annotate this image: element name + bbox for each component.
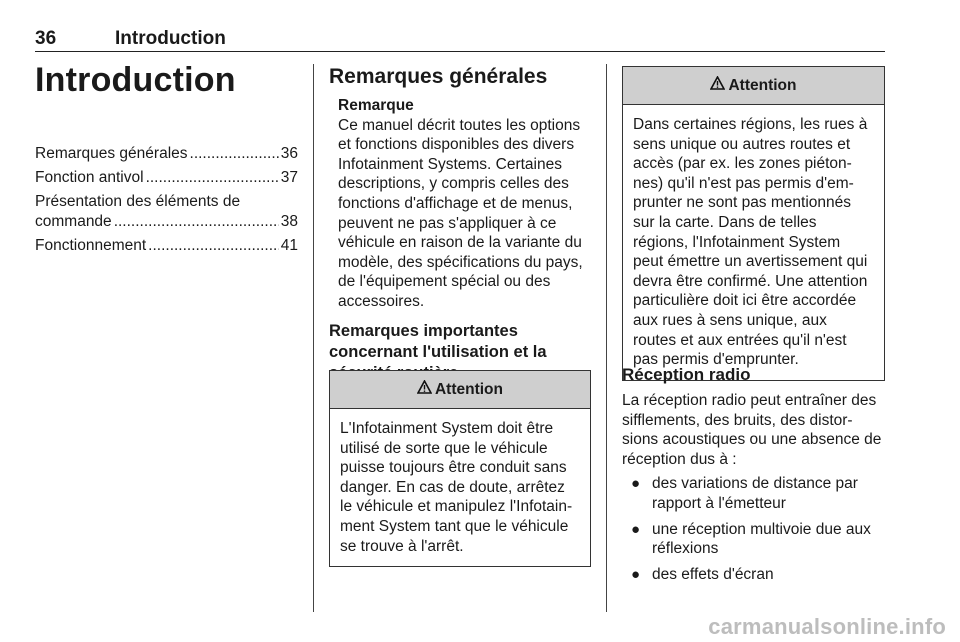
toc-entry[interactable]: [35, 192, 298, 232]
toc-label: commande: [35, 213, 112, 230]
paragraph-line: sifflements, des bruits, des distor-: [622, 411, 853, 429]
warning-triangle-icon: [710, 76, 725, 95]
toc-label: Remarques générales: [35, 145, 188, 162]
bullet-icon: ●: [631, 520, 641, 538]
warning-line: particulière doit ici être accordée: [633, 292, 857, 310]
note-line: véhicule en raison de la variante du: [338, 234, 582, 252]
toc-label: Fonctionnement: [35, 237, 147, 254]
bullet-icon: ●: [631, 565, 641, 583]
toc-entry[interactable]: [35, 144, 298, 164]
warning-box: [329, 370, 591, 567]
general-remarks-section: [329, 64, 591, 384]
warning-line: peut émettre un avertissement qui: [633, 253, 868, 271]
list-item-line: des effets d'écran: [652, 565, 774, 583]
list-item-line: des variations de distance par: [652, 475, 858, 493]
note-title: Remarque: [338, 97, 414, 114]
toc-entry[interactable]: [35, 236, 298, 256]
bullet-list: [622, 474, 888, 584]
toc-leader: [148, 236, 279, 256]
warning-line: L'Infotainment System doit être: [340, 420, 554, 437]
paragraph-line: réception dus à :: [622, 450, 737, 468]
toc-leader: [190, 144, 279, 164]
note-line: peuvent ne pas s'appliquer à ce: [338, 214, 557, 232]
warning-line: danger. En cas de doute, arrêtez: [340, 478, 565, 496]
toc-page: 36: [280, 145, 298, 162]
warning-title: Attention: [434, 380, 503, 398]
warning-line: accès (par ex. les zones piéton-: [633, 155, 852, 173]
subsection-heading-line: Remarques importantes: [329, 321, 518, 340]
section-heading: Réception radio: [622, 365, 751, 384]
paragraph-line: La réception radio peut entraîner des: [622, 392, 877, 409]
warning-line: sens unique ou autres routes et: [633, 135, 851, 153]
section-heading: Remarques générales: [329, 65, 548, 88]
warning-header: [330, 371, 590, 409]
column-divider: [606, 64, 607, 612]
warning-triangle-icon: [417, 380, 432, 399]
note-line: et fonctions disponibles des divers: [338, 136, 575, 154]
note-block: [338, 96, 591, 312]
running-title: Introduction: [115, 28, 226, 49]
note-line: Infotainment Systems. Certaines: [338, 155, 562, 173]
note-line: Ce manuel décrit toutes les options: [338, 116, 581, 134]
bullet-icon: ●: [631, 475, 641, 493]
warning-line: le véhicule et manipulez l'Infotain-: [340, 498, 573, 516]
list-item-line: rapport à l'émetteur: [652, 494, 786, 512]
warning-line: se trouve à l'arrêt.: [340, 537, 464, 555]
paragraph-line: sions acoustiques ou une absence de: [622, 431, 882, 449]
warning-line: routes et aux entrées qu'il n'est: [633, 331, 847, 349]
list-item: [622, 474, 888, 513]
warning-line: sur la carte. Dans de telles: [633, 213, 817, 231]
list-item: [622, 520, 888, 559]
table-of-contents: [35, 144, 298, 260]
warning-line: Dans certaines régions, les rues à: [633, 116, 868, 133]
warning-text: [623, 105, 884, 380]
toc-leader: [114, 212, 279, 232]
warning-line: pas permis d'emprunter.: [633, 351, 799, 369]
note-line: descriptions, y compris celles des: [338, 175, 569, 193]
radio-reception-section: [622, 364, 888, 590]
toc-page: 38: [280, 213, 298, 230]
page-number: 36: [35, 28, 57, 49]
toc-page: 37: [280, 169, 298, 186]
column-divider: [313, 64, 314, 612]
toc-page: 41: [280, 237, 298, 254]
warning-line: nes) qu'il n'est pas permis d'em-: [633, 174, 854, 192]
warning-box: [622, 66, 885, 381]
list-item: [622, 565, 888, 585]
subsection-heading-line: concernant l'utilisation et la: [329, 342, 547, 361]
toc-label: Présentation des éléments de: [35, 193, 241, 210]
warning-line: devra être confirmé. Une attention: [633, 272, 868, 290]
warning-line: régions, l'Infotainment System: [633, 233, 841, 251]
warning-header: [623, 67, 884, 105]
warning-line: aux rues à sens unique, aux: [633, 311, 827, 329]
page-header: [35, 27, 885, 52]
toc-entry[interactable]: [35, 168, 298, 188]
list-item-line: réflexions: [652, 540, 719, 558]
list-item-line: une réception multivoie due aux: [652, 520, 871, 538]
toc-label: Fonction antivol: [35, 169, 144, 186]
warning-line: utilisé de sorte que le véhicule: [340, 439, 548, 457]
note-line: modèle, des spécifications du pays,: [338, 253, 583, 271]
warning-title: Attention: [728, 76, 797, 94]
warning-text: [330, 409, 590, 566]
toc-leader: [146, 168, 279, 188]
note-line: accessoires.: [338, 292, 425, 310]
warning-line: prunter ne sont pas mentionnés: [633, 194, 851, 212]
watermark: carmanualsonline.info: [708, 614, 946, 639]
note-line: fonctions d'affichage et de menus,: [338, 194, 573, 212]
paragraph: [622, 391, 888, 469]
page-title: Introduction: [35, 61, 236, 99]
warning-line: ment System tant que le véhicule: [340, 517, 569, 535]
warning-line: puisse toujours être conduit sans: [340, 459, 567, 477]
note-line: de l'équipement spécial ou des: [338, 273, 551, 291]
